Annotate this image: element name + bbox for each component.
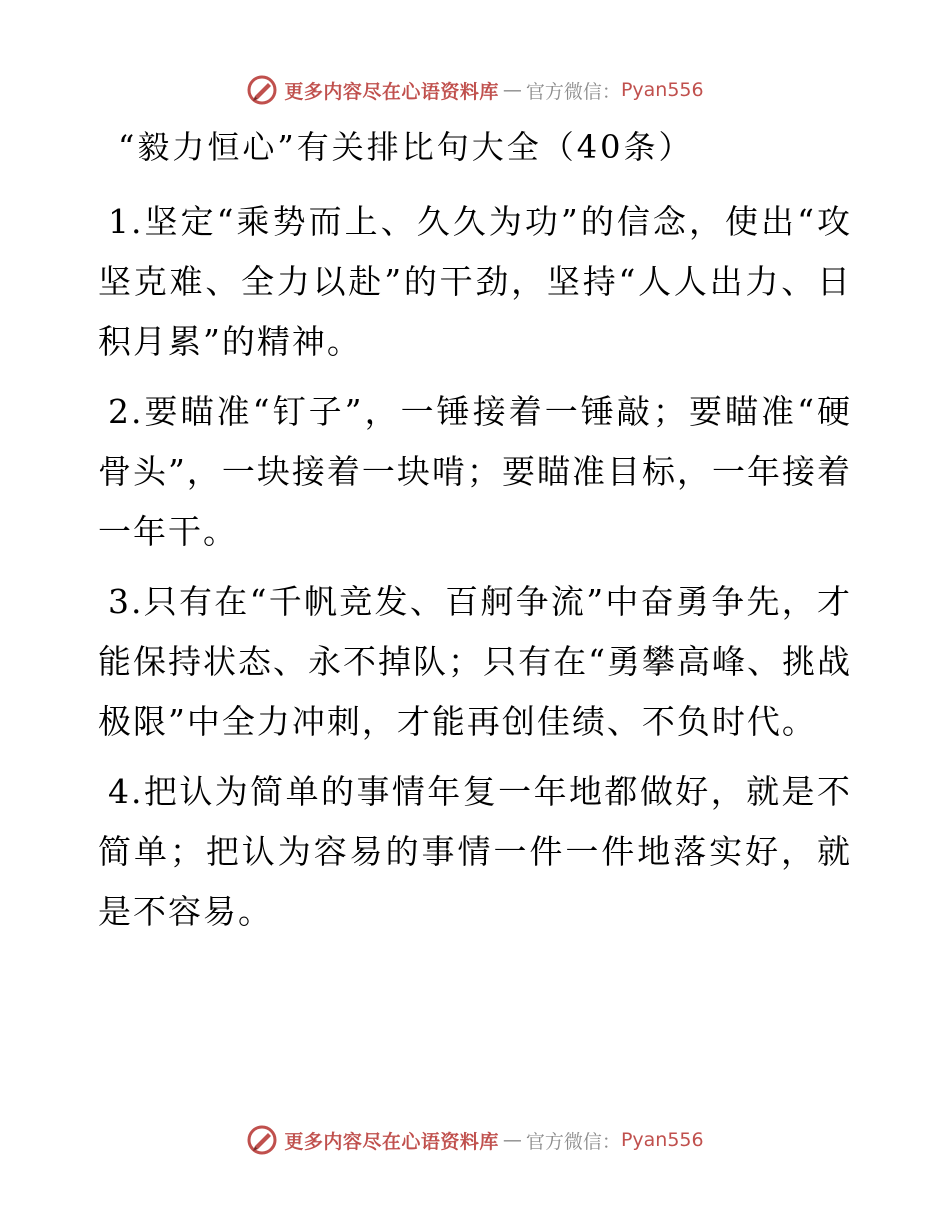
document-title: “毅力恒心”有关排比句大全（40条） <box>118 128 694 166</box>
footer-watermark <box>0 1120 950 1160</box>
header-watermark <box>0 70 950 110</box>
document-body <box>98 192 852 952</box>
paragraph-4: 4.把认为简单的事情年复一年地都做好，就是不简单；把认为容易的事情一件一件地落实好，就是不容易。 <box>98 772 852 931</box>
pen-logo-icon <box>246 1124 278 1156</box>
watermark-separator: — <box>502 1129 522 1151</box>
watermark-label: 官方微信： <box>525 1130 621 1153</box>
watermark-brand: 更多内容尽在心语资料库 <box>284 1130 499 1153</box>
paragraph-2: 2.要瞄准“钉子”，一锤接着一锤敲；要瞄准“硬骨头”，一块接着一块啃；要瞄准目标，一年接着一年干。 <box>98 392 852 551</box>
watermark-separator: — <box>502 79 522 101</box>
paragraph-3: 3.只有在“千帆竞发、百舸争流”中奋勇争先，才能保持状态、永不掉队；只有在“勇攀高峰、挑战极限”中全力冲刺，才能再创佳绩、不负时代。 <box>98 582 852 741</box>
paragraph-1: 1.坚定“乘势而上、久久为功”的信念，使出“攻坚克难、全力以赴”的干劲，坚持“人人出力、日积月累”的精神。 <box>98 202 852 361</box>
watermark-id: Pyan556 <box>620 1129 704 1151</box>
watermark-brand: 更多内容尽在心语资料库 <box>284 80 499 103</box>
watermark-label: 官方微信： <box>525 80 621 103</box>
pen-logo-icon <box>246 74 278 106</box>
watermark-id: Pyan556 <box>620 79 704 101</box>
